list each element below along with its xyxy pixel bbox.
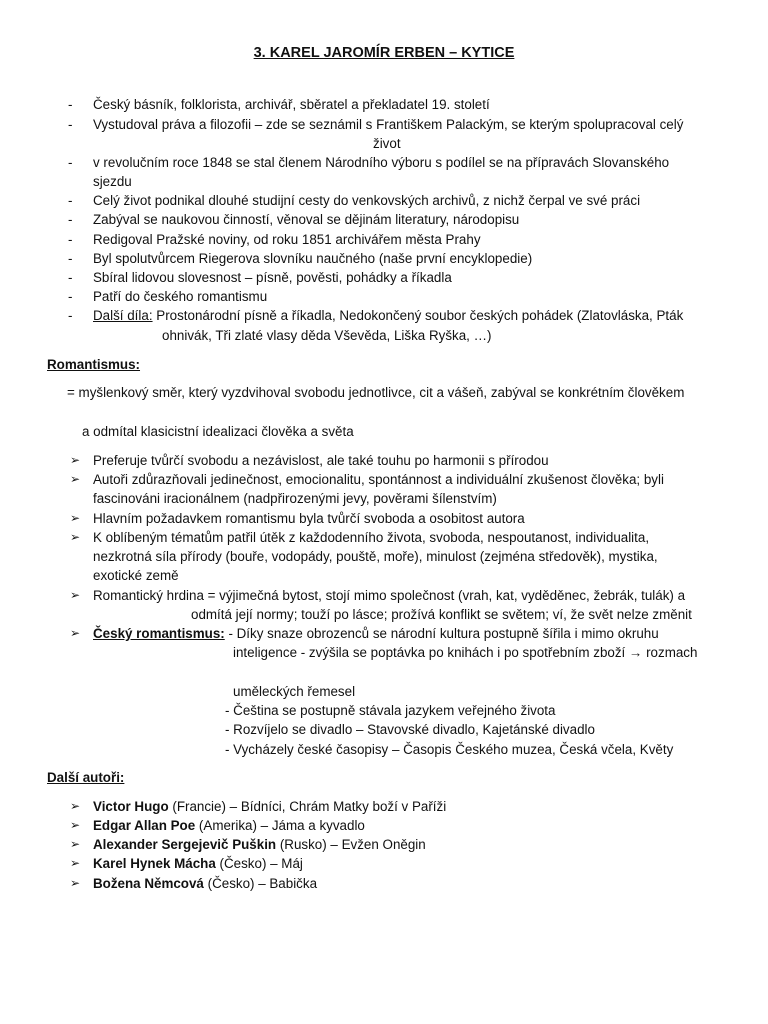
author-name: Božena Němcová <box>93 876 204 891</box>
list-item-continuation: fascinováni iracionálnem (nadpřirozenými jevy, pověrami šílenstvím) <box>93 491 497 506</box>
list-item-continuation: - Rozvíjelo se divadlo – Stavovské divadlo, Kajetánské divadlo <box>225 722 595 737</box>
list-item: Redigoval Pražské noviny, od roku 1851 archivářem města Prahy <box>93 232 481 247</box>
list-item-continuation: život <box>373 136 401 151</box>
list-item: K oblíbeným tématům patřil útěk z každodenního života, svoboda, nespoutanost, individualita, <box>93 530 650 545</box>
list-item-continuation: nezkrotná síla přírody (bouře, vodopády, pouště, moře), minulost (zejména středověk), mystika, <box>93 549 658 564</box>
author-name: Edgar Allan Poe <box>93 818 196 833</box>
arrow-bullet-icon: ➢ <box>70 472 81 486</box>
arrow-bullet-icon: ➢ <box>70 588 81 602</box>
list-item: Sbíral lidovou slovesnost – písně, pověsti, pohádky a říkadla <box>93 270 452 285</box>
author-name: Victor Hugo <box>93 799 169 814</box>
arrow-bullet-icon: ➢ <box>70 453 81 467</box>
list-item-continuation: exotické země <box>93 568 179 583</box>
author-works: (Francie) – Bídníci, Chrám Matky boží v Paříži <box>168 799 447 814</box>
list-item <box>93 816 365 835</box>
author-works: (Rusko) – Evžen Oněgin <box>276 837 426 852</box>
list-item <box>93 797 446 816</box>
dash-marker: - <box>68 193 73 208</box>
page-title: 3. KAREL JAROMÍR ERBEN – KYTICE <box>253 45 515 61</box>
czech-romanticism-label: Český romantismus: <box>93 626 225 641</box>
arrow-bullet-icon: ➢ <box>70 530 81 544</box>
list-item: Patří do českého romantismu <box>93 289 268 304</box>
dash-marker: - <box>68 117 73 132</box>
arrow-bullet-icon: ➢ <box>70 511 81 525</box>
list-item: Byl spolutvůrcem Riegerova slovníku naučného (naše první encyklopedie) <box>93 251 533 266</box>
dash-marker: - <box>68 97 73 112</box>
arrow-bullet-icon: ➢ <box>70 856 81 870</box>
list-item: v revolučním roce 1848 se stal členem Národního výboru s podílel se na přípravách Slovanského <box>93 155 670 170</box>
list-item: Český básník, folklorista, archivář, sběratel a překladatel 19. století <box>93 97 490 112</box>
author-name: Karel Hynek Mácha <box>93 856 216 871</box>
definition-line: = myšlenkový směr, který vyzdvihoval svobodu jednotlivce, cit a vášeň, zabýval se konkrétním člověkem <box>67 385 685 400</box>
list-item-continuation: - Čeština se postupně stávala jazykem veřejného života <box>225 703 556 718</box>
list-item <box>93 306 683 325</box>
author-works: (Amerika) – Jáma a kyvadlo <box>195 818 365 833</box>
dash-marker: - <box>68 270 73 285</box>
dash-marker: - <box>68 155 73 170</box>
czech-romanticism-text: - Díky snaze obrozenců se národní kultura postupně šířila i mimo okruhu <box>224 626 659 641</box>
list-item <box>93 874 317 893</box>
list-item-continuation: uměleckých řemesel <box>233 684 356 699</box>
list-item-continuation: ohnivák, Tři zlaté vlasy děda Vševěda, Liška Ryška, …) <box>162 328 492 343</box>
list-item-continuation: inteligence - zvýšila se poptávka po knihách i po spotřebním zboží → rozmach <box>233 645 698 660</box>
definition-line: a odmítal klasicistní idealizaci člověka a světa <box>82 424 354 439</box>
list-item: Autoři zdůrazňovali jedinečnost, emocionalitu, spontánnost a individuální zkušenost člověka; byli <box>93 472 664 487</box>
other-works-text: Prostonárodní písně a říkadla, Nedokončený soubor českých pohádek (Zlatovláska, Pták <box>152 308 684 323</box>
list-item <box>93 835 426 854</box>
dash-marker: - <box>68 212 73 227</box>
list-item-continuation: odmítá její normy; touží po lásce; prožívá konflikt se světem; ví, že svět nelze změnit <box>191 607 692 622</box>
list-item <box>93 624 659 643</box>
author-works: (Česko) – Babička <box>203 876 318 891</box>
arrow-bullet-icon: ➢ <box>70 876 81 890</box>
author-works: (Česko) – Máj <box>215 856 303 871</box>
dash-marker: - <box>68 232 73 247</box>
arrow-bullet-icon: ➢ <box>70 626 81 640</box>
list-item: Hlavním požadavkem romantismu byla tvůrčí svoboda a osobitost autora <box>93 511 525 526</box>
dash-marker: - <box>68 289 73 304</box>
list-item-continuation: - Vycházely české časopisy – Časopis Českého muzea, Česká včela, Květy <box>225 742 674 757</box>
romanticism-heading: Romantismus: <box>47 357 141 372</box>
list-item: Celý život podnikal dlouhé studijní cesty do venkovských archivů, z nichž čerpal ve své práci <box>93 193 641 208</box>
list-item: Romantický hrdina = výjimečná bytost, stojí mimo společnost (vrah, kat, vyděděnec, žebrák, tulák) a <box>93 588 686 603</box>
other-authors-heading: Další autoři: <box>47 770 125 785</box>
list-item-continuation: sjezdu <box>93 174 132 189</box>
arrow-bullet-icon: ➢ <box>70 799 81 813</box>
author-name: Alexander Sergejevič Puškin <box>93 837 277 852</box>
list-item: Preferuje tvůrčí svobodu a nezávislost, ale také touhu po harmonii s přírodou <box>93 453 549 468</box>
dash-marker: - <box>68 308 73 323</box>
list-item <box>93 854 303 873</box>
other-works-label: Další díla: <box>93 308 153 323</box>
list-item: Vystudoval práva a filozofii – zde se seznámil s Františkem Palackým, se kterým spolupracoval celý <box>93 117 684 132</box>
list-item: Zabýval se naukovou činností, věnoval se dějinám literatury, národopisu <box>93 212 520 227</box>
arrow-bullet-icon: ➢ <box>70 837 81 851</box>
arrow-bullet-icon: ➢ <box>70 818 81 832</box>
dash-marker: - <box>68 251 73 266</box>
